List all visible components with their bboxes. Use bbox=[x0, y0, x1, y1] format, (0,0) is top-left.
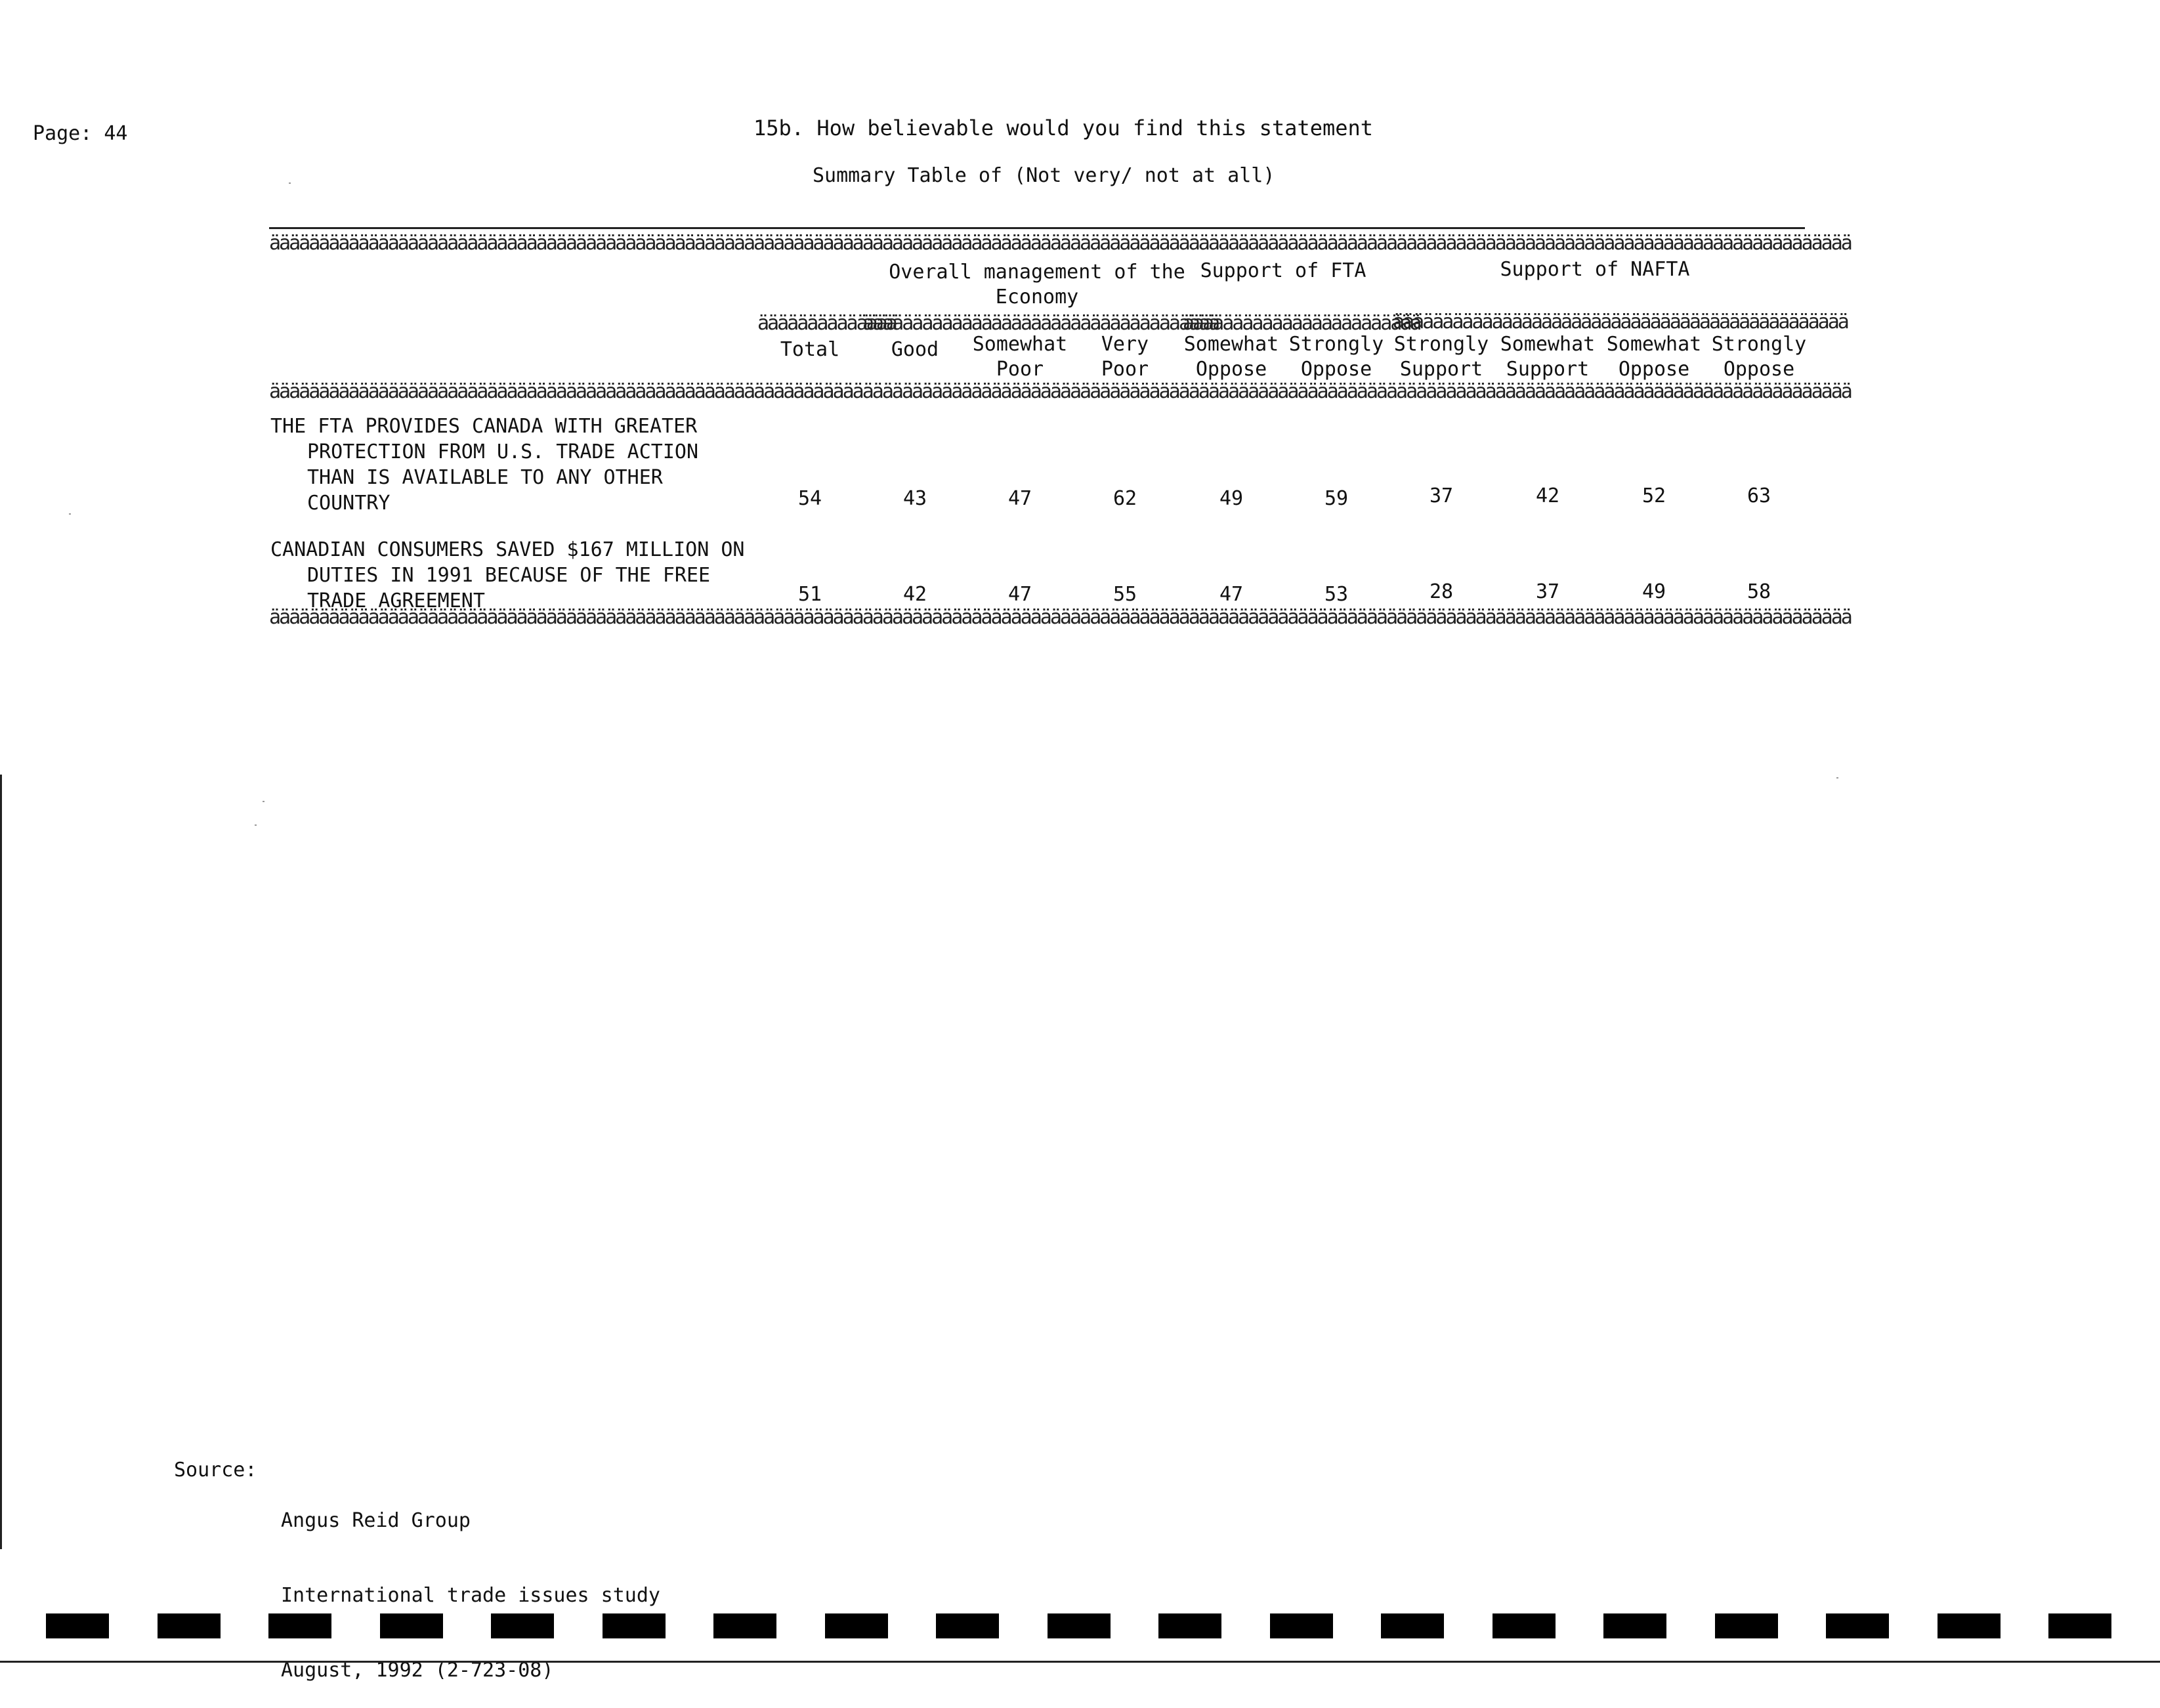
column-header-nafta-strongly-oppose: Strongly Oppose bbox=[1711, 333, 1807, 381]
row-2-value-nafta-strongly-oppose: 58 bbox=[1747, 580, 1771, 603]
source-line: August, 1992 (2-723-08) bbox=[281, 1659, 554, 1682]
bottom-edge-rule bbox=[0, 1661, 2160, 1663]
column-header-very-poor: Very Poor bbox=[1101, 333, 1149, 381]
scan-speck bbox=[263, 801, 265, 802]
scan-speck bbox=[1836, 777, 1838, 779]
fta-group-underline: ääääääääääääääääääääääää bbox=[1183, 312, 1420, 335]
nafta-group-underline: ääääääääääääääääääääääääääääääääääääääääääääää bbox=[1393, 310, 1848, 333]
row-1-value-nafta-strongly-oppose: 63 bbox=[1747, 484, 1771, 507]
row-2-value-good: 42 bbox=[902, 583, 927, 606]
row-1-stub-line: THAN IS AVAILABLE TO ANY OTHER bbox=[307, 466, 663, 489]
scan-speck bbox=[69, 513, 71, 515]
question-title: 15b. How believable would you find this statement bbox=[753, 116, 1374, 140]
table-bottom-dash-rule: ääääääääääääääääääääääääääääääääääääääääääääääääääääääääääääääääääääääääääääääääääääääääääääääääääääääääääääääääääääääääääääääääääääääääääääääääääääääääääääääää bbox=[269, 606, 1851, 629]
row-2-value-nafta-strongly-support: 28 bbox=[1429, 580, 1454, 603]
column-header-nafta-strongly-support: Strongly Support bbox=[1393, 333, 1489, 381]
column-header-fta-strongly-oppose: Strongly Oppose bbox=[1288, 333, 1384, 381]
registration-bar bbox=[1715, 1613, 1778, 1638]
scan-speck bbox=[255, 824, 257, 826]
summary-table-subtitle: Summary Table of (Not very/ not at all) bbox=[813, 164, 1275, 187]
row-1-stub-line: COUNTRY bbox=[307, 492, 391, 515]
row-2-value-nafta-somewhat-support: 37 bbox=[1535, 580, 1560, 603]
row-2-stub-line: DUTIES IN 1991 BECAUSE OF THE FREE bbox=[307, 564, 711, 587]
scan-speck bbox=[289, 182, 291, 184]
row-1-value-good: 43 bbox=[902, 487, 927, 510]
registration-bar bbox=[1493, 1613, 1556, 1638]
row-1-stub-line: PROTECTION FROM U.S. TRADE ACTION bbox=[307, 440, 699, 463]
registration-bar bbox=[268, 1613, 331, 1638]
registration-bar bbox=[380, 1613, 443, 1638]
row-2-value-somewhat-poor: 47 bbox=[1007, 583, 1032, 606]
registration-bar bbox=[1603, 1613, 1666, 1638]
total-underline: ääääääääääääää bbox=[757, 312, 896, 335]
row-1-stub bbox=[270, 414, 782, 516]
row-2-stub-line: TRADE AGREEMENT bbox=[307, 589, 485, 612]
registration-bar bbox=[936, 1613, 999, 1638]
registration-bar bbox=[158, 1613, 221, 1638]
registration-bar bbox=[491, 1613, 554, 1638]
row-2-value-total: 51 bbox=[797, 583, 822, 606]
row-1-value-very-poor: 62 bbox=[1112, 487, 1137, 510]
page-number-label: Page: 44 bbox=[33, 122, 128, 145]
header-bottom-dash-rule: ääääääääääääääääääääääääääääääääääääääääääääääääääääääääääääääääääääääääääääääääääääääääääääääääääääääääääääääääääääääääääääääääääääääääääääääääääääääääääääääää bbox=[269, 380, 1851, 403]
group-header-nafta: Support of NAFTA bbox=[1500, 258, 1690, 281]
group-header-economy: Overall management of the Economy bbox=[889, 261, 1185, 309]
column-header-good: Good bbox=[891, 338, 939, 361]
table-header-dash-rule: ääääääääääääääääääääääääääääääääääääääääääääääääääääääääääääääääääääääääääääääääääääääääääääääääääääääääääääääääääääääääääääääääääääääääääääääääääääääääääääääää bbox=[269, 232, 1851, 255]
row-1-value-somewhat-poor: 47 bbox=[1007, 487, 1032, 510]
column-header-total: Total bbox=[780, 338, 840, 361]
column-header-somewhat-poor: Somewhat Poor bbox=[972, 333, 1068, 381]
registration-bar bbox=[603, 1613, 666, 1638]
registration-bar bbox=[2048, 1613, 2111, 1638]
left-edge-rule bbox=[0, 775, 2, 1549]
registration-bar bbox=[713, 1613, 776, 1638]
scan-registration-marks bbox=[46, 1613, 2113, 1640]
row-1-value-fta-somewhat-oppose: 49 bbox=[1219, 487, 1244, 510]
summary-table bbox=[269, 223, 1851, 643]
row-2-value-nafta-somewhat-oppose: 49 bbox=[1641, 580, 1666, 603]
source-label: Source: bbox=[174, 1459, 257, 1482]
registration-bar bbox=[46, 1613, 109, 1638]
registration-bar bbox=[1938, 1613, 2001, 1638]
row-2-value-fta-strongly-oppose: 53 bbox=[1324, 583, 1349, 606]
column-header-fta-somewhat-oppose: Somewhat Oppose bbox=[1183, 333, 1279, 381]
column-header-nafta-somewhat-support: Somewhat Support bbox=[1500, 333, 1596, 381]
row-2-value-fta-somewhat-oppose: 47 bbox=[1219, 583, 1244, 606]
registration-bar bbox=[825, 1613, 888, 1638]
row-2-value-very-poor: 55 bbox=[1112, 583, 1137, 606]
table-top-rule bbox=[269, 227, 1805, 229]
registration-bar bbox=[1048, 1613, 1111, 1638]
row-1-stub-line: THE FTA PROVIDES CANADA WITH GREATER bbox=[270, 415, 698, 438]
registration-bar bbox=[1158, 1613, 1221, 1638]
registration-bar bbox=[1381, 1613, 1444, 1638]
row-1-value-nafta-somewhat-support: 42 bbox=[1535, 484, 1560, 507]
row-2-stub bbox=[270, 537, 782, 614]
row-1-value-fta-strongly-oppose: 59 bbox=[1324, 487, 1349, 510]
economy-group-underline: ääääääääääääääääääääääääääääääääääää bbox=[862, 312, 1219, 335]
column-header-nafta-somewhat-oppose: Somewhat Oppose bbox=[1606, 333, 1702, 381]
source-line: International trade issues study bbox=[281, 1584, 660, 1607]
registration-bar bbox=[1270, 1613, 1333, 1638]
row-1-value-total: 54 bbox=[797, 487, 822, 510]
row-2-stub-line: CANADIAN CONSUMERS SAVED $167 MILLION ON bbox=[270, 538, 745, 561]
row-1-value-nafta-somewhat-oppose: 52 bbox=[1641, 484, 1666, 507]
source-citation bbox=[281, 1459, 660, 1708]
group-header-fta: Support of FTA bbox=[1200, 259, 1366, 282]
source-line: Angus Reid Group bbox=[281, 1509, 471, 1532]
row-1-value-nafta-strongly-support: 37 bbox=[1429, 484, 1454, 507]
registration-bar bbox=[1826, 1613, 1889, 1638]
